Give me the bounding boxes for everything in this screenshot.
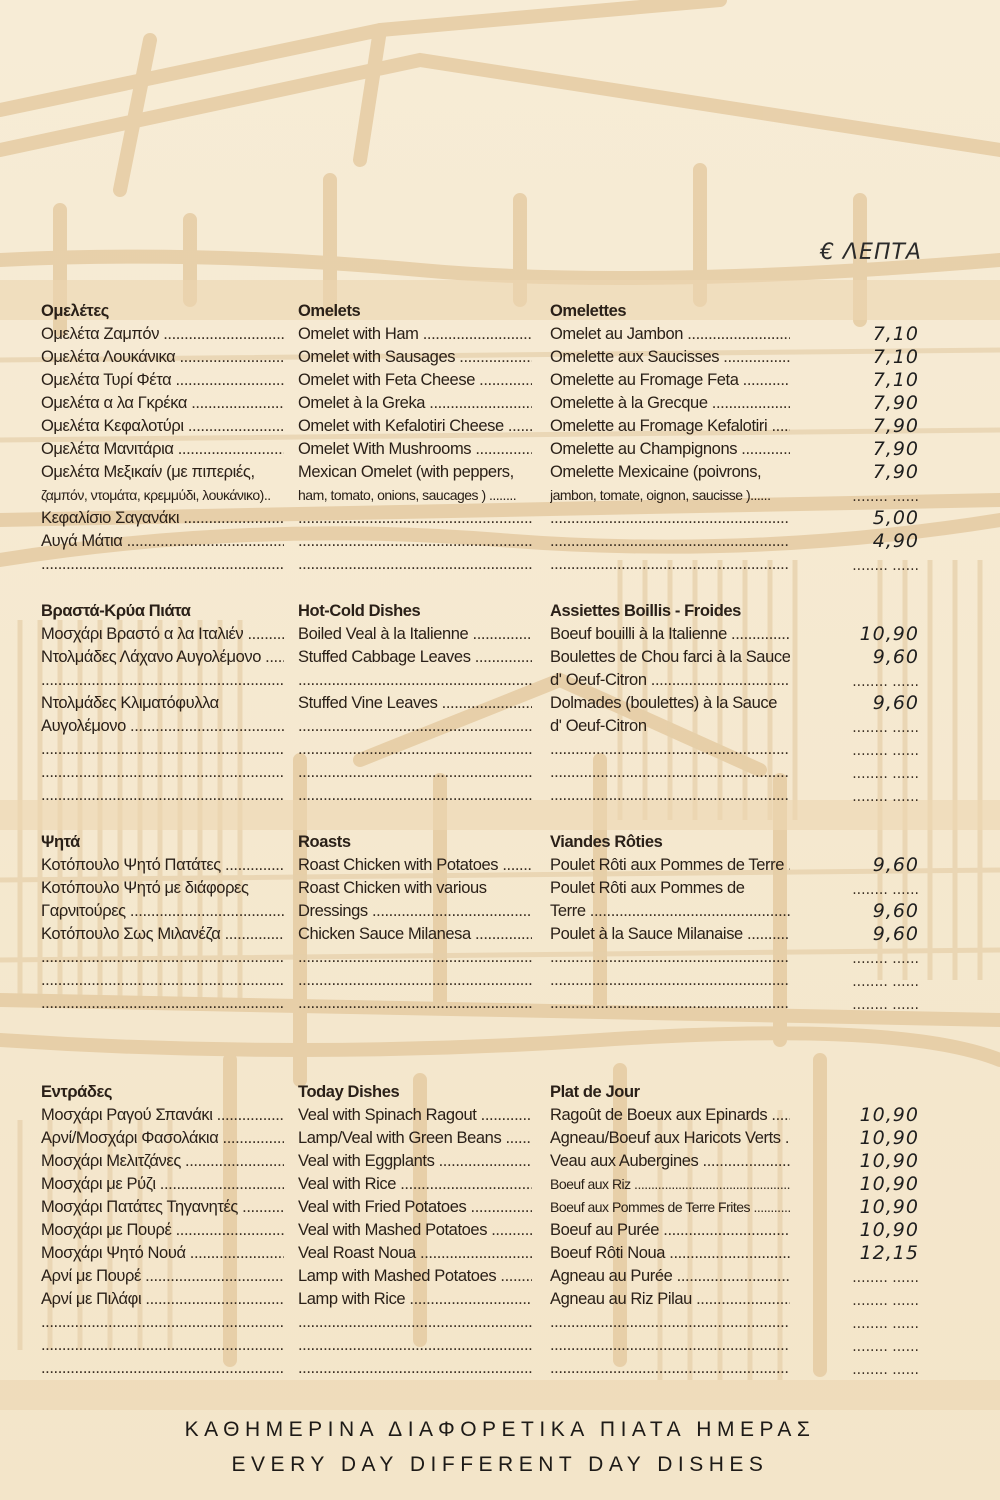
item-name-french — [550, 738, 790, 761]
item-price: 10,90 — [859, 1173, 919, 1195]
menu-item-row — [0, 1357, 1000, 1380]
item-name-greek: Μοσχάρι Μελιτζάνες ..... — [41, 1150, 284, 1173]
item-name-french: Dolmades (boulettes) à la Sauce — [550, 694, 777, 712]
footer-english: EVERY DAY DIFFERENT DAY DISHES — [231, 1453, 769, 1476]
item-name-english: Omelet with Kefalotiri Cheese ..... — [298, 415, 532, 438]
menu-item-row — [0, 507, 1000, 530]
item-name-french: Ragoût de Boeux aux Epinards ..... — [550, 1104, 790, 1127]
item-name-greek: Κοτόπουλο Σως Μιλανέζα ..... — [41, 923, 284, 946]
item-name-english: Dressings ..... — [298, 900, 532, 923]
item-price: 9,60 — [872, 923, 919, 945]
header-greek: Βραστά-Κρύα Πιάτα — [41, 602, 191, 620]
section-today-dishes — [0, 1081, 1000, 1380]
item-name-english: Lamp/Veal with Green Beans ..... — [298, 1127, 532, 1150]
item-price: 10,90 — [859, 1104, 919, 1126]
section-header-row — [0, 831, 1000, 854]
menu-item-row — [0, 877, 1000, 900]
item-name-english — [298, 761, 532, 784]
item-price: 12,15 — [859, 1242, 919, 1264]
menu-item-row — [0, 484, 1000, 507]
item-price — [843, 784, 923, 807]
item-name-greek — [41, 553, 284, 576]
item-price — [843, 992, 923, 1015]
item-price — [843, 877, 923, 900]
menu-item-row — [0, 369, 1000, 392]
item-name-french: Boulettes de Chou farci à la Sauce — [550, 648, 790, 666]
item-price: 10,90 — [859, 623, 919, 645]
item-name-english: Lamp with Mashed Potatoes ..... — [298, 1265, 532, 1288]
item-name-english: Boiled Veal à la Italienne ..... — [298, 623, 532, 646]
item-name-french: Boeuf aux Riz ..... — [550, 1173, 790, 1196]
item-name-french: Omelette au Fromage Kefalotiri ..... — [550, 415, 790, 438]
item-name-french — [550, 946, 790, 969]
item-name-french — [550, 1311, 790, 1334]
item-name-french — [550, 1334, 790, 1357]
item-name-french: jambon, tomate, oignon, saucisse )...... — [550, 487, 771, 503]
section-header-row — [0, 1081, 1000, 1104]
section-roasts — [0, 831, 1000, 1015]
item-name-french — [550, 784, 790, 807]
item-name-greek — [41, 992, 284, 1015]
item-name-french: Poulet à la Sauce Milanaise ..... — [550, 923, 790, 946]
item-name-greek — [41, 669, 284, 692]
item-name-french — [550, 1357, 790, 1380]
item-name-english: Omelet with Feta Cheese ..... — [298, 369, 532, 392]
item-price — [843, 553, 923, 576]
menu-item-row — [0, 1150, 1000, 1173]
item-name-english: Stuffed Cabbage Leaves ..... — [298, 646, 532, 669]
menu-item-row — [0, 992, 1000, 1015]
item-name-greek: Ομελέτα Μανιτάρια ..... — [41, 438, 284, 461]
item-price: 4,90 — [872, 530, 919, 552]
item-name-greek: Ομελέτα Τυρί Φέτα ..... — [41, 369, 284, 392]
item-name-english — [298, 969, 532, 992]
item-price: 7,10 — [872, 346, 919, 368]
item-price — [843, 484, 923, 507]
item-name-french — [550, 507, 790, 530]
item-name-greek — [41, 1311, 284, 1334]
header-greek: Εντράδες — [41, 1083, 113, 1101]
menu-item-row — [0, 1196, 1000, 1219]
item-name-greek: Αρνί με Πουρέ ..... — [41, 1265, 284, 1288]
menu-item-row — [0, 1265, 1000, 1288]
item-name-french: Terre ..... — [550, 900, 790, 923]
item-name-greek — [41, 761, 284, 784]
item-name-french: Agneau au Riz Pilau ..... — [550, 1288, 790, 1311]
item-name-greek: Αρνί με Πιλάφι ..... — [41, 1288, 284, 1311]
item-name-english: Stuffed Vine Leaves ..... — [298, 692, 532, 715]
menu-item-row — [0, 623, 1000, 646]
menu-item-row — [0, 1127, 1000, 1150]
item-name-english — [298, 507, 532, 530]
currency-label: € ΛΕΠΤΑ — [820, 240, 922, 265]
item-name-greek: Αυγολέμονο ..... — [41, 715, 284, 738]
item-price: 9,60 — [872, 900, 919, 922]
menu-item-row — [0, 946, 1000, 969]
item-name-greek: Μοσχάρι με Ρύζι ..... — [41, 1173, 284, 1196]
item-name-french: d' Oeuf-Citron — [550, 717, 647, 735]
item-name-french: Boeuf au Purée ..... — [550, 1219, 790, 1242]
item-name-greek: Ομελέτα Μεξικαίν (με πιπεριές, — [41, 463, 255, 481]
item-name-english: Veal with Fried Potatoes ..... — [298, 1196, 532, 1219]
item-name-french — [550, 969, 790, 992]
item-price: 10,90 — [859, 1196, 919, 1218]
menu-item-row — [0, 530, 1000, 553]
item-name-french: Agneau/Boeuf aux Haricots Verts ..... — [550, 1127, 790, 1150]
item-price: 7,10 — [872, 369, 919, 391]
item-name-french: Poulet Rôti aux Pommes de Terre ..... — [550, 854, 790, 877]
item-name-french: Poulet Rôti aux Pommes de — [550, 879, 745, 897]
item-name-english — [298, 715, 532, 738]
item-price — [843, 1311, 923, 1334]
item-name-english — [298, 1334, 532, 1357]
item-name-french: Agneau au Purée ..... — [550, 1265, 790, 1288]
section-omelets — [0, 300, 1000, 576]
menu-item-row — [0, 692, 1000, 715]
item-name-french: Boeuf bouilli à la Italienne ..... — [550, 623, 790, 646]
item-price: 10,90 — [859, 1150, 919, 1172]
item-name-french — [550, 992, 790, 1015]
item-price: 9,60 — [872, 854, 919, 876]
item-name-greek: Αυγά Μάτια ..... — [41, 530, 284, 553]
item-name-greek — [41, 969, 284, 992]
item-price — [843, 1357, 923, 1380]
item-name-french — [550, 553, 790, 576]
menu-item-row — [0, 669, 1000, 692]
menu-item-row — [0, 1173, 1000, 1196]
item-price: 10,90 — [859, 1127, 919, 1149]
item-price: 9,60 — [872, 692, 919, 714]
header-english: Today Dishes — [298, 1083, 400, 1101]
menu-item-row — [0, 784, 1000, 807]
item-name-greek — [41, 784, 284, 807]
item-name-greek: Ομελέτα Ζαμπόν ..... — [41, 323, 284, 346]
item-name-greek: ζαμπόν, ντομάτα, κρεμμύδι, λουκάνικο).. — [41, 487, 271, 503]
item-price: 7,90 — [872, 415, 919, 437]
item-name-english: Omelet with Sausages ..... — [298, 346, 532, 369]
item-name-greek — [41, 946, 284, 969]
menu-item-row — [0, 900, 1000, 923]
item-name-english: Roast Chicken with Potatoes ..... — [298, 854, 532, 877]
menu-item-row — [0, 1311, 1000, 1334]
menu-item-row — [0, 323, 1000, 346]
item-name-english — [298, 738, 532, 761]
item-name-greek: Ομελέτα Κεφαλοτύρι ..... — [41, 415, 284, 438]
item-name-english — [298, 946, 532, 969]
item-name-english: Veal with Rice ..... — [298, 1173, 532, 1196]
item-name-english: Omelet with Ham ..... — [298, 323, 532, 346]
item-name-greek: Μοσχάρι Ραγού Σπανάκι ..... — [41, 1104, 284, 1127]
item-name-french: Omelette au Champignons ..... — [550, 438, 790, 461]
header-english: Omelets — [298, 302, 361, 320]
section-header-row — [0, 300, 1000, 323]
menu-item-row — [0, 1288, 1000, 1311]
item-name-english: Omelet à la Greka ..... — [298, 392, 532, 415]
menu-item-row — [0, 646, 1000, 669]
item-price — [843, 761, 923, 784]
section-header-row — [0, 600, 1000, 623]
item-name-french: Boeuf Rôti Noua ..... — [550, 1242, 790, 1265]
header-french: Omelettes — [550, 302, 627, 320]
item-name-greek: Μοσχάρι Πατάτες Τηγανητές ..... — [41, 1196, 284, 1219]
item-name-english: Veal with Eggplants ..... — [298, 1150, 532, 1173]
item-price — [843, 1288, 923, 1311]
item-name-french: Omelet au Jambon ..... — [550, 323, 790, 346]
header-french: Assiettes Boillis - Froides — [550, 602, 741, 620]
item-name-french: Omelette aux Saucisses ..... — [550, 346, 790, 369]
item-name-french: Omelette à la Grecque ..... — [550, 392, 790, 415]
item-name-french — [550, 761, 790, 784]
footer-greek: ΚΑΘΗΜΕΡΙΝΑ ΔΙΑΦΟΡΕΤΙΚΑ ΠΙΑΤΑ ΗΜΕΡΑΣ — [184, 1418, 816, 1441]
item-name-french: d' Oeuf-Citron ..... — [550, 669, 790, 692]
item-name-french: Omelette au Fromage Feta ..... — [550, 369, 790, 392]
item-name-english — [298, 992, 532, 1015]
item-name-greek — [41, 1334, 284, 1357]
item-price — [843, 715, 923, 738]
menu-item-row — [0, 854, 1000, 877]
item-price — [843, 946, 923, 969]
menu-item-row — [0, 715, 1000, 738]
item-name-english — [298, 784, 532, 807]
item-name-greek: Ντολμάδες Λάχανο Αυγολέμονο ..... — [41, 646, 284, 669]
item-name-greek: Μοσχάρι Βραστό α λα Ιταλιέν ..... — [41, 623, 284, 646]
item-price — [843, 669, 923, 692]
header-greek: Ομελέτες — [41, 302, 109, 320]
item-name-greek: Γαρνιτούρες ..... — [41, 900, 284, 923]
item-name-english: Lamp with Rice ..... — [298, 1288, 532, 1311]
item-price: 7,90 — [872, 461, 919, 483]
item-name-greek — [41, 1357, 284, 1380]
header-english: Roasts — [298, 833, 351, 851]
item-name-french: Veau aux Aubergines ..... — [550, 1150, 790, 1173]
item-name-english: Veal with Mashed Potatoes ..... — [298, 1219, 532, 1242]
item-price — [843, 1334, 923, 1357]
item-price: 7,90 — [872, 392, 919, 414]
item-name-greek: Κεφαλίσιο Σαγανάκι ..... — [41, 507, 284, 530]
item-name-greek: Κοτόπουλο Ψητό Πατάτες ..... — [41, 854, 284, 877]
item-name-english: Chicken Sauce Milanesa ..... — [298, 923, 532, 946]
menu-item-row — [0, 553, 1000, 576]
item-price: 7,90 — [872, 438, 919, 460]
item-name-english — [298, 1311, 532, 1334]
menu-item-row — [0, 1334, 1000, 1357]
item-name-english — [298, 669, 532, 692]
section-hot-cold-dishes — [0, 600, 1000, 807]
item-name-english: Roast Chicken with various — [298, 879, 487, 897]
header-french: Viandes Rôties — [550, 833, 663, 851]
item-name-english — [298, 530, 532, 553]
item-name-english: Mexican Omelet (with peppers, — [298, 463, 514, 481]
item-name-greek: Μοσχάρι με Πουρέ ..... — [41, 1219, 284, 1242]
item-price — [843, 1265, 923, 1288]
header-french: Plat de Jour — [550, 1083, 640, 1101]
item-name-english: Veal Roast Noua ..... — [298, 1242, 532, 1265]
menu-item-row — [0, 1219, 1000, 1242]
menu-item-row — [0, 761, 1000, 784]
menu-item-row — [0, 438, 1000, 461]
menu-item-row — [0, 346, 1000, 369]
header-greek: Ψητά — [41, 833, 80, 851]
item-name-greek: Μοσχάρι Ψητό Νουά ..... — [41, 1242, 284, 1265]
item-name-french — [550, 530, 790, 553]
item-name-english: ham, tomato, onions, saucages ) ........ — [298, 487, 517, 503]
item-name-english: Omelet With Mushrooms ..... — [298, 438, 532, 461]
menu-item-row — [0, 969, 1000, 992]
item-name-english: Veal with Spinach Ragout ..... — [298, 1104, 532, 1127]
item-price: 9,60 — [872, 646, 919, 668]
item-name-french: Boeuf aux Pommes de Terre Frites ..... — [550, 1196, 790, 1219]
item-price — [843, 738, 923, 761]
item-name-greek — [41, 738, 284, 761]
menu-item-row — [0, 461, 1000, 484]
item-price: 7,10 — [872, 323, 919, 345]
menu-item-row — [0, 415, 1000, 438]
header-english: Hot-Cold Dishes — [298, 602, 421, 620]
menu-item-row — [0, 392, 1000, 415]
item-price: 10,90 — [859, 1219, 919, 1241]
item-name-french: Omelette Mexicaine (poivrons, — [550, 463, 762, 481]
item-name-greek: Αρνί/Μοσχάρι Φασολάκια ..... — [41, 1127, 284, 1150]
menu-item-row — [0, 1242, 1000, 1265]
item-name-greek: Ομελέτα α λα Γκρέκα ..... — [41, 392, 284, 415]
item-price: 5,00 — [872, 507, 919, 529]
item-name-greek: Ομελέτα Λουκάνικα ..... — [41, 346, 284, 369]
menu-item-row — [0, 923, 1000, 946]
item-name-english — [298, 1357, 532, 1380]
item-name-greek: Κοτόπουλο Ψητό με διάφορες — [41, 879, 249, 897]
item-name-english — [298, 553, 532, 576]
menu-item-row — [0, 738, 1000, 761]
item-price — [843, 969, 923, 992]
item-name-greek: Ντολμάδες Κλιματόφυλλα — [41, 694, 219, 712]
menu-item-row — [0, 1104, 1000, 1127]
